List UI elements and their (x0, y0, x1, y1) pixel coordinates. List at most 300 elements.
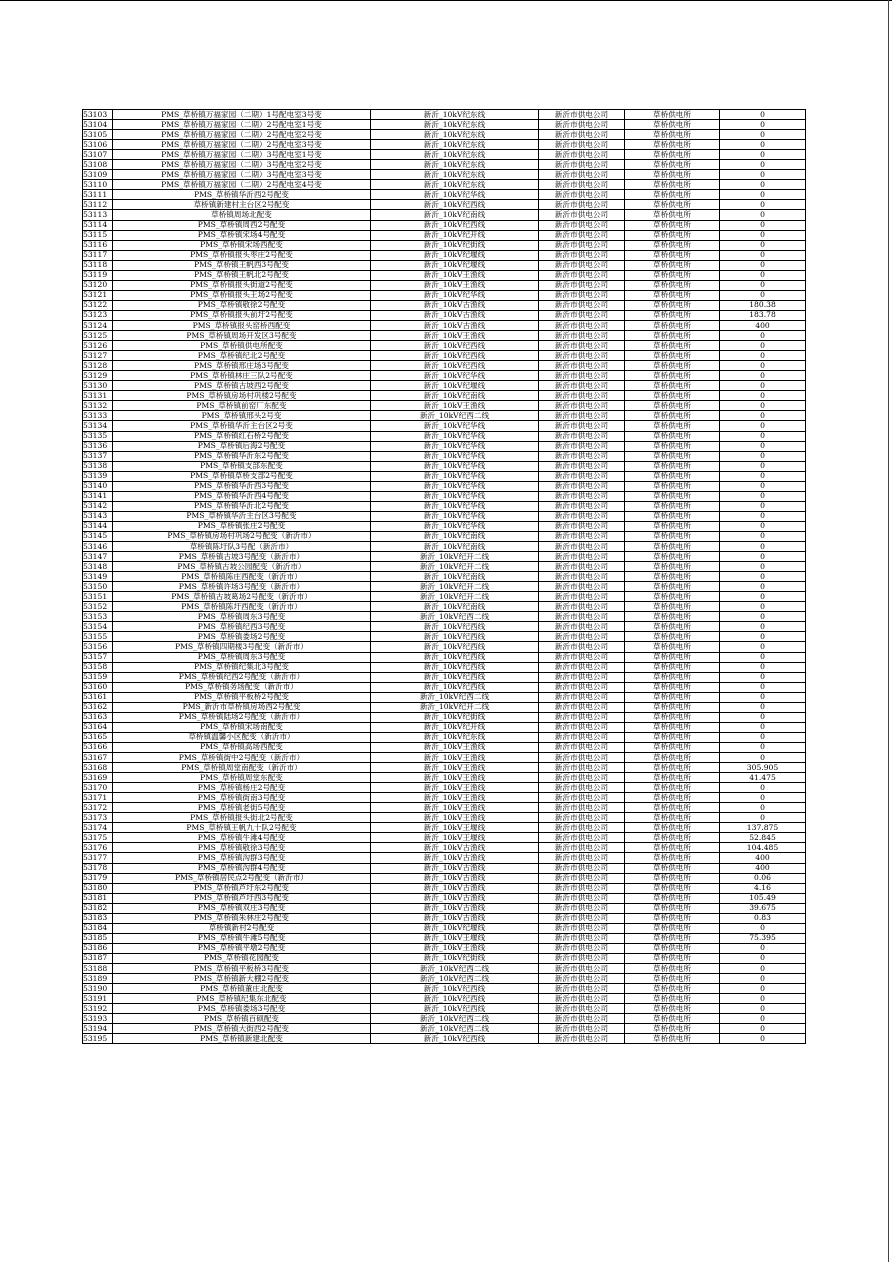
row-id-cell: 53193 (83, 1014, 113, 1024)
row-id-cell: 53117 (83, 250, 113, 260)
line-name-cell: 新沂_10kV王渔线 (371, 763, 539, 773)
transformer-name-cell: PMS_草桥镇街中2号配变（新沂市） (113, 753, 371, 763)
station-cell: 草桥供电所 (625, 260, 720, 270)
row-id-cell: 53122 (83, 300, 113, 310)
transformer-name-cell: PMS_草桥镇陈庄西配变（新沂市） (113, 572, 371, 582)
table-row (83, 521, 806, 531)
transformer-name-cell: PMS_草桥镇纪西2号配变（新沂市） (113, 672, 371, 682)
row-id-cell: 53176 (83, 843, 113, 853)
value-cell: 0 (720, 953, 806, 963)
value-cell: 0 (720, 1014, 806, 1024)
line-name-cell: 新沂_10kV纪开线 (371, 230, 539, 240)
value-cell: 0 (720, 552, 806, 562)
top-border-line (0, 0, 892, 1)
table-row (83, 471, 806, 481)
row-id-cell: 53149 (83, 572, 113, 582)
company-cell: 新沂市供电公司 (539, 310, 625, 320)
station-cell: 草桥供电所 (625, 692, 720, 702)
value-cell: 0 (720, 622, 806, 632)
transformer-name-cell: PMS_草桥镇周堂南配变（新沂市） (113, 763, 371, 773)
station-cell: 草桥供电所 (625, 642, 720, 652)
row-id-cell: 53181 (83, 893, 113, 903)
value-cell: 0 (720, 531, 806, 541)
transformer-name-cell: PMS_草桥镇沟群3号配变 (113, 853, 371, 863)
row-id-cell: 53162 (83, 702, 113, 712)
station-cell: 草桥供电所 (625, 331, 720, 341)
value-cell: 0 (720, 1024, 806, 1034)
value-cell: 0 (720, 431, 806, 441)
value-cell: 180.38 (720, 300, 806, 310)
value-cell: 0 (720, 662, 806, 672)
transformer-name-cell: PMS_草桥镇古坡公园配变（新沂市） (113, 562, 371, 572)
transformer-name-cell: PMS_草桥镇双庄3号配变 (113, 903, 371, 913)
line-name-cell: 新沂_10kV王渔线 (371, 331, 539, 341)
row-id-cell: 53187 (83, 953, 113, 963)
station-cell: 草桥供电所 (625, 481, 720, 491)
transformer-name-cell: PMS_草桥镇林庄三队2号配变 (113, 371, 371, 381)
table-row (83, 793, 806, 803)
station-cell: 草桥供电所 (625, 290, 720, 300)
row-id-cell: 53164 (83, 722, 113, 732)
transformer-name-cell: PMS_草桥镇草桥支部2号配变 (113, 471, 371, 481)
station-cell: 草桥供电所 (625, 521, 720, 531)
row-id-cell: 53152 (83, 602, 113, 612)
station-cell: 草桥供电所 (625, 682, 720, 692)
table-row (83, 542, 806, 552)
station-cell: 草桥供电所 (625, 722, 720, 732)
transformer-name-cell: PMS_草桥镇街南3号配变 (113, 793, 371, 803)
line-name-cell: 新沂_10kV纪华线 (371, 451, 539, 461)
table-row (83, 120, 806, 130)
company-cell: 新沂市供电公司 (539, 893, 625, 903)
value-cell: 400 (720, 853, 806, 863)
line-name-cell: 新沂_10kV古渔线 (371, 310, 539, 320)
line-name-cell: 新沂_10kV纪华线 (371, 501, 539, 511)
value-cell: 0 (720, 441, 806, 451)
value-cell: 0 (720, 742, 806, 752)
row-id-cell: 53155 (83, 632, 113, 642)
row-id-cell: 53171 (83, 793, 113, 803)
company-cell: 新沂市供电公司 (539, 963, 625, 973)
station-cell: 草桥供电所 (625, 793, 720, 803)
station-cell: 草桥供电所 (625, 130, 720, 140)
company-cell: 新沂市供电公司 (539, 130, 625, 140)
transformer-name-cell: PMS_草桥镇万福家园（二期）2号配电室3号变 (113, 140, 371, 150)
station-cell: 草桥供电所 (625, 230, 720, 240)
value-cell: 0 (720, 592, 806, 602)
company-cell: 新沂市供电公司 (539, 753, 625, 763)
transformer-name-cell: PMS_草桥镇万福家园（二期）2号配电室1号变 (113, 120, 371, 130)
row-id-cell: 53189 (83, 974, 113, 984)
station-cell: 草桥供电所 (625, 320, 720, 330)
transformer-name-cell: PMS_草桥镇牛滩5号配变 (113, 933, 371, 943)
transformer-name-cell: PMS_草桥镇万福家园（二期）3号配电室2号变 (113, 160, 371, 170)
value-cell: 0.06 (720, 873, 806, 883)
station-cell: 草桥供电所 (625, 250, 720, 260)
station-cell: 草桥供电所 (625, 240, 720, 250)
value-cell: 0 (720, 240, 806, 250)
table-row (83, 843, 806, 853)
transformer-name-cell: PMS_草桥镇周西2号配变 (113, 220, 371, 230)
value-cell: 0 (720, 943, 806, 953)
value-cell: 305.905 (720, 763, 806, 773)
line-name-cell: 新沂_10kV古渔线 (371, 913, 539, 923)
value-cell: 0 (720, 1034, 806, 1044)
company-cell: 新沂市供电公司 (539, 853, 625, 863)
row-id-cell: 53165 (83, 732, 113, 742)
line-name-cell: 新沂_10kV古渔线 (371, 320, 539, 330)
line-name-cell: 新沂_10kV纪堰线 (371, 923, 539, 933)
table-row (83, 331, 806, 341)
transformer-name-cell: PMS_草桥镇董庄北配变 (113, 984, 371, 994)
line-name-cell: 新沂_10kV纪西线 (371, 1004, 539, 1014)
transformer-name-cell: PMS_草桥镇前窑厂东配变 (113, 401, 371, 411)
table-row (83, 813, 806, 823)
value-cell: 0 (720, 511, 806, 521)
row-id-cell: 53137 (83, 451, 113, 461)
transformer-name-cell: PMS_草桥镇朱林庄2号配变 (113, 913, 371, 923)
company-cell: 新沂市供电公司 (539, 160, 625, 170)
table-row (83, 742, 806, 752)
station-cell: 草桥供电所 (625, 461, 720, 471)
station-cell: 草桥供电所 (625, 381, 720, 391)
transformer-name-cell: PMS_草桥镇华沂西2号配变 (113, 190, 371, 200)
row-id-cell: 53167 (83, 753, 113, 763)
table-row (83, 783, 806, 793)
table-row (83, 662, 806, 672)
table-body (83, 110, 806, 1044)
station-cell: 草桥供电所 (625, 883, 720, 893)
transformer-name-cell: PMS_草桥镇古坡3号配变（新沂市） (113, 552, 371, 562)
line-name-cell: 新沂_10kV纪东线 (371, 732, 539, 742)
station-cell: 草桥供电所 (625, 491, 720, 501)
table-row (83, 622, 806, 632)
transformer-name-cell: PMS_草桥镇许场3号配变（新沂市） (113, 582, 371, 592)
table-row (83, 853, 806, 863)
value-cell: 52.845 (720, 833, 806, 843)
row-id-cell: 53108 (83, 160, 113, 170)
station-cell: 草桥供电所 (625, 280, 720, 290)
company-cell: 新沂市供电公司 (539, 451, 625, 461)
station-cell: 草桥供电所 (625, 300, 720, 310)
value-cell: 105.49 (720, 893, 806, 903)
row-id-cell: 53192 (83, 1004, 113, 1014)
line-name-cell: 新沂_10kV纪街线 (371, 953, 539, 963)
row-id-cell: 53134 (83, 421, 113, 431)
table-row (83, 441, 806, 451)
value-cell: 0 (720, 381, 806, 391)
table-row (83, 652, 806, 662)
table-row (83, 974, 806, 984)
station-cell: 草桥供电所 (625, 702, 720, 712)
transformer-name-cell: PMS_草桥镇平墩2号配变 (113, 943, 371, 953)
transformer-name-cell: PMS_草桥镇居民点2号配变（新沂市） (113, 873, 371, 883)
line-name-cell: 新沂_10kV纪西线 (371, 662, 539, 672)
line-name-cell: 新沂_10kV纪街线 (371, 240, 539, 250)
row-id-cell: 53107 (83, 150, 113, 160)
value-cell: 0 (720, 341, 806, 351)
station-cell: 草桥供电所 (625, 411, 720, 421)
value-cell: 0 (720, 963, 806, 973)
company-cell: 新沂市供电公司 (539, 421, 625, 431)
line-name-cell: 新沂_10kV纪东线 (371, 180, 539, 190)
table-row (83, 823, 806, 833)
table-row (83, 1014, 806, 1024)
transformer-name-cell: PMS_草桥镇周东3号配变 (113, 612, 371, 622)
row-id-cell: 53173 (83, 813, 113, 823)
company-cell: 新沂市供电公司 (539, 833, 625, 843)
line-name-cell: 新沂_10kV王渔线 (371, 783, 539, 793)
table-row (83, 692, 806, 702)
line-name-cell: 新沂_10kV纪东线 (371, 120, 539, 130)
company-cell: 新沂市供电公司 (539, 763, 625, 773)
row-id-cell: 53185 (83, 933, 113, 943)
value-cell: 0 (720, 200, 806, 210)
row-id-cell: 53111 (83, 190, 113, 200)
table-row (83, 1004, 806, 1014)
row-id-cell: 53160 (83, 682, 113, 692)
value-cell: 0 (720, 180, 806, 190)
station-cell: 草桥供电所 (625, 602, 720, 612)
row-id-cell: 53144 (83, 521, 113, 531)
transformer-name-cell: PMS_草桥镇纪北2号配变 (113, 351, 371, 361)
value-cell: 0.83 (720, 913, 806, 923)
station-cell: 草桥供电所 (625, 270, 720, 280)
value-cell: 0 (720, 672, 806, 682)
station-cell: 草桥供电所 (625, 843, 720, 853)
station-cell: 草桥供电所 (625, 501, 720, 511)
line-name-cell: 新沂_10kV纪华线 (371, 190, 539, 200)
station-cell: 草桥供电所 (625, 742, 720, 752)
transformer-name-cell: PMS_草桥镇宋场南配变 (113, 722, 371, 732)
company-cell: 新沂市供电公司 (539, 280, 625, 290)
row-id-cell: 53172 (83, 803, 113, 813)
row-id-cell: 53169 (83, 773, 113, 783)
company-cell: 新沂市供电公司 (539, 632, 625, 642)
station-cell: 草桥供电所 (625, 1004, 720, 1014)
line-name-cell: 新沂_10kV纪西二线 (371, 963, 539, 973)
table-row (83, 270, 806, 280)
table-row (83, 552, 806, 562)
table-row (83, 883, 806, 893)
row-id-cell: 53138 (83, 461, 113, 471)
value-cell: 0 (720, 230, 806, 240)
table-row (83, 300, 806, 310)
row-id-cell: 53184 (83, 923, 113, 933)
line-name-cell: 新沂_10kV纪西线 (371, 220, 539, 230)
value-cell: 0 (720, 371, 806, 381)
company-cell: 新沂市供电公司 (539, 923, 625, 933)
row-id-cell: 53175 (83, 833, 113, 843)
line-name-cell: 新沂_10kV古渔线 (371, 843, 539, 853)
station-cell: 草桥供电所 (625, 150, 720, 160)
row-id-cell: 53131 (83, 391, 113, 401)
station-cell: 草桥供电所 (625, 984, 720, 994)
line-name-cell: 新沂_10kV纪华线 (371, 431, 539, 441)
table-row (83, 310, 806, 320)
table-row (83, 953, 806, 963)
line-name-cell: 新沂_10kV纪西线 (371, 652, 539, 662)
row-id-cell: 53141 (83, 491, 113, 501)
station-cell: 草桥供电所 (625, 451, 720, 461)
row-id-cell: 53188 (83, 963, 113, 973)
table-row (83, 180, 806, 190)
row-id-cell: 53146 (83, 542, 113, 552)
row-id-cell: 53186 (83, 943, 113, 953)
table-row (83, 280, 806, 290)
transformer-name-cell: PMS_草桥镇务场配变（新沂市） (113, 682, 371, 692)
line-name-cell: 新沂_10kV王堰线 (371, 823, 539, 833)
station-cell: 草桥供电所 (625, 421, 720, 431)
station-cell: 草桥供电所 (625, 963, 720, 973)
table-row (83, 893, 806, 903)
station-cell: 草桥供电所 (625, 391, 720, 401)
row-id-cell: 53142 (83, 501, 113, 511)
value-cell: 0 (720, 521, 806, 531)
row-id-cell: 53145 (83, 531, 113, 541)
row-id-cell: 53130 (83, 381, 113, 391)
station-cell: 草桥供电所 (625, 853, 720, 863)
value-cell: 0 (720, 682, 806, 692)
table-row (83, 753, 806, 763)
table-row (83, 712, 806, 722)
table-row (83, 341, 806, 351)
line-name-cell: 新沂_10kV纪西线 (371, 1034, 539, 1044)
value-cell: 0 (720, 642, 806, 652)
line-name-cell: 新沂_10kV纪堰线 (371, 250, 539, 260)
row-id-cell: 53156 (83, 642, 113, 652)
table-row (83, 200, 806, 210)
value-cell: 400 (720, 320, 806, 330)
line-name-cell: 新沂_10kV古渔线 (371, 300, 539, 310)
company-cell: 新沂市供电公司 (539, 883, 625, 893)
line-name-cell: 新沂_10kV纪华线 (371, 421, 539, 431)
company-cell: 新沂市供电公司 (539, 290, 625, 300)
row-id-cell: 53136 (83, 441, 113, 451)
line-name-cell: 新沂_10kV纪街线 (371, 712, 539, 722)
row-id-cell: 53124 (83, 320, 113, 330)
table-row (83, 682, 806, 692)
transformer-name-cell: PMS_草桥镇后海2号配变 (113, 441, 371, 451)
table-row (83, 572, 806, 582)
station-cell: 草桥供电所 (625, 120, 720, 130)
table-row (83, 150, 806, 160)
value-cell: 0 (720, 170, 806, 180)
company-cell: 新沂市供电公司 (539, 431, 625, 441)
transformer-name-cell: PMS_草桥镇芦圩西3号配变 (113, 893, 371, 903)
row-id-cell: 53159 (83, 672, 113, 682)
company-cell: 新沂市供电公司 (539, 953, 625, 963)
row-id-cell: 53106 (83, 140, 113, 150)
company-cell: 新沂市供电公司 (539, 672, 625, 682)
value-cell: 0 (720, 572, 806, 582)
value-cell: 0 (720, 501, 806, 511)
table-row (83, 110, 806, 120)
value-cell: 4.16 (720, 883, 806, 893)
value-cell: 0 (720, 481, 806, 491)
transformer-name-cell: PMS_草桥镇周堂东配变 (113, 773, 371, 783)
company-cell: 新沂市供电公司 (539, 260, 625, 270)
line-name-cell: 新沂_10kV纪堰线 (371, 260, 539, 270)
transformer-name-cell: PMS_草桥镇宋场西配变 (113, 240, 371, 250)
company-cell: 新沂市供电公司 (539, 461, 625, 471)
table-row (83, 592, 806, 602)
line-name-cell: 新沂_10kV王渔线 (371, 773, 539, 783)
station-cell: 草桥供电所 (625, 351, 720, 361)
value-cell: 0 (720, 361, 806, 371)
row-id-cell: 53150 (83, 582, 113, 592)
station-cell: 草桥供电所 (625, 341, 720, 351)
value-cell: 75.395 (720, 933, 806, 943)
station-cell: 草桥供电所 (625, 652, 720, 662)
table-row (83, 371, 806, 381)
transformer-name-cell: PMS_草桥镇华沂主台区2号变 (113, 421, 371, 431)
table-row (83, 320, 806, 330)
company-cell: 新沂市供电公司 (539, 331, 625, 341)
station-cell: 草桥供电所 (625, 200, 720, 210)
transformer-name-cell: PMS_草桥镇高场西配变 (113, 742, 371, 752)
table-row (83, 582, 806, 592)
station-cell: 草桥供电所 (625, 542, 720, 552)
row-id-cell: 53179 (83, 873, 113, 883)
row-id-cell: 53158 (83, 662, 113, 672)
station-cell: 草桥供电所 (625, 923, 720, 933)
value-cell: 104.485 (720, 843, 806, 853)
row-id-cell: 53132 (83, 401, 113, 411)
line-name-cell: 新沂_10kV纪开二线 (371, 582, 539, 592)
company-cell: 新沂市供电公司 (539, 783, 625, 793)
line-name-cell: 新沂_10kV纪东线 (371, 130, 539, 140)
station-cell: 草桥供电所 (625, 160, 720, 170)
company-cell: 新沂市供电公司 (539, 903, 625, 913)
row-id-cell: 53139 (83, 471, 113, 481)
table-row (83, 391, 806, 401)
table-row (83, 773, 806, 783)
row-id-cell: 53123 (83, 310, 113, 320)
value-cell: 0 (720, 1004, 806, 1014)
transformer-name-cell: PMS_草桥镇陈圩西配变（新沂市） (113, 602, 371, 612)
row-id-cell: 53103 (83, 110, 113, 120)
value-cell: 0 (720, 150, 806, 160)
transformer-name-cell: PMS_草桥镇华沂西3号配变 (113, 481, 371, 491)
row-id-cell: 53161 (83, 692, 113, 702)
value-cell: 0 (720, 562, 806, 572)
value-cell: 0 (720, 602, 806, 612)
table-row (83, 722, 806, 732)
station-cell: 草桥供电所 (625, 833, 720, 843)
line-name-cell: 新沂_10kV纪华线 (371, 481, 539, 491)
value-cell: 0 (720, 461, 806, 471)
value-cell: 0 (720, 753, 806, 763)
line-name-cell: 新沂_10kV纪西二线 (371, 692, 539, 702)
company-cell: 新沂市供电公司 (539, 943, 625, 953)
line-name-cell: 新沂_10kV纪西线 (371, 200, 539, 210)
line-name-cell: 新沂_10kV纪东线 (371, 160, 539, 170)
value-cell: 0 (720, 411, 806, 421)
row-id-cell: 53110 (83, 180, 113, 190)
transformer-name-cell: PMS_草桥镇报头窑桥西配变 (113, 320, 371, 330)
station-cell: 草桥供电所 (625, 974, 720, 984)
row-id-cell: 53153 (83, 612, 113, 622)
transformer-name-cell: PMS_草桥镇报头枣庄2号配变 (113, 250, 371, 260)
transformer-name-cell: PMS_草桥镇邢庄场3号配变 (113, 361, 371, 371)
company-cell: 新沂市供电公司 (539, 351, 625, 361)
company-cell: 新沂市供电公司 (539, 190, 625, 200)
line-name-cell: 新沂_10kV纪东线 (371, 140, 539, 150)
station-cell: 草桥供电所 (625, 110, 720, 120)
table-row (83, 250, 806, 260)
value-cell: 0 (720, 280, 806, 290)
